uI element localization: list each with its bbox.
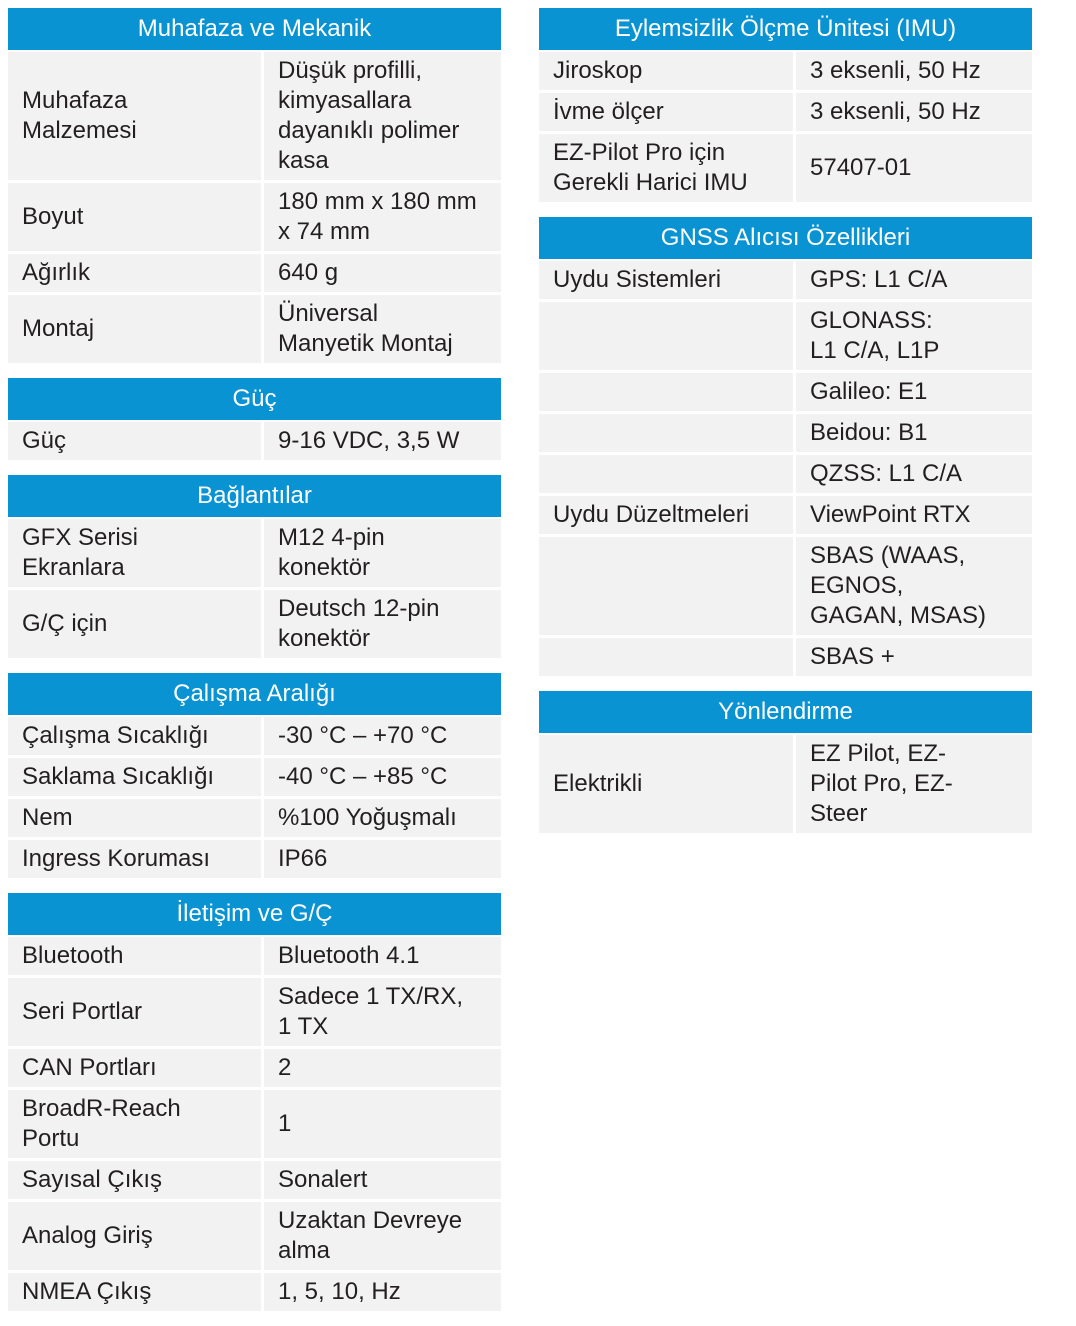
row-value: GPS: L1 C/A bbox=[796, 261, 1032, 299]
row-value: Düşük profilli, kimyasallara dayanıklı polimer kasa bbox=[264, 52, 501, 180]
table-row bbox=[8, 590, 501, 658]
row-value: SBAS (WAAS, EGNOS, GAGAN, MSAS) bbox=[796, 537, 1032, 635]
left-column bbox=[8, 8, 501, 1326]
row-value: 1, 5, 10, Hz bbox=[264, 1273, 501, 1311]
table-row bbox=[539, 261, 1032, 299]
row-value: IP66 bbox=[264, 840, 501, 878]
table-row bbox=[539, 638, 1032, 676]
section-title: Çalışma Aralığı bbox=[8, 673, 501, 715]
row-label: İvme ölçer bbox=[539, 93, 793, 131]
row-label: Uydu Sistemleri bbox=[539, 261, 793, 299]
section-title: GNSS Alıcısı Özellikleri bbox=[539, 217, 1032, 259]
row-label: Analog Giriş bbox=[8, 1202, 261, 1270]
section-communication-io bbox=[8, 893, 501, 1311]
row-value: Sonalert bbox=[264, 1161, 501, 1199]
table-row bbox=[8, 978, 501, 1046]
table-row bbox=[539, 302, 1032, 370]
row-label: EZ-Pilot Pro için Gerekli Harici IMU bbox=[539, 134, 793, 202]
section-title: Yönlendirme bbox=[539, 691, 1032, 733]
row-label bbox=[539, 638, 793, 676]
row-value: SBAS + bbox=[796, 638, 1032, 676]
row-value: QZSS: L1 C/A bbox=[796, 455, 1032, 493]
section-title: Güç bbox=[8, 378, 501, 420]
row-label: Nem bbox=[8, 799, 261, 837]
section-operating-range bbox=[8, 673, 501, 878]
table-row bbox=[8, 1161, 501, 1199]
table-row bbox=[8, 1049, 501, 1087]
row-value: 57407-01 bbox=[796, 134, 1032, 202]
table-row bbox=[8, 183, 501, 251]
row-label: G/Ç için bbox=[8, 590, 261, 658]
table-row bbox=[8, 937, 501, 975]
section-title: İletişim ve G/Ç bbox=[8, 893, 501, 935]
row-value: 3 eksenli, 50 Hz bbox=[796, 93, 1032, 131]
row-label: Boyut bbox=[8, 183, 261, 251]
row-label bbox=[539, 302, 793, 370]
row-value: Galileo: E1 bbox=[796, 373, 1032, 411]
table-row bbox=[8, 254, 501, 292]
section-title: Eylemsizlik Ölçme Ünitesi (IMU) bbox=[539, 8, 1032, 50]
row-value: EZ Pilot, EZ-Pilot Pro, EZ-Steer bbox=[796, 735, 1032, 833]
table-row bbox=[539, 537, 1032, 635]
table-row bbox=[539, 735, 1032, 833]
row-label: CAN Portları bbox=[8, 1049, 261, 1087]
table-row bbox=[539, 414, 1032, 452]
row-label: Sayısal Çıkış bbox=[8, 1161, 261, 1199]
table-row bbox=[8, 840, 501, 878]
table-row bbox=[539, 373, 1032, 411]
row-value: 3 eksenli, 50 Hz bbox=[796, 52, 1032, 90]
table-row bbox=[8, 295, 501, 363]
section-title: Muhafaza ve Mekanik bbox=[8, 8, 501, 50]
row-value: Üniversal Manyetik Montaj bbox=[264, 295, 501, 363]
table-row bbox=[539, 496, 1032, 534]
table-row bbox=[539, 52, 1032, 90]
row-value: 640 g bbox=[264, 254, 501, 292]
table-row bbox=[539, 134, 1032, 202]
section-gnss bbox=[539, 217, 1032, 676]
table-row bbox=[539, 93, 1032, 131]
row-value: Bluetooth 4.1 bbox=[264, 937, 501, 975]
table-row bbox=[8, 1202, 501, 1270]
table-row bbox=[8, 799, 501, 837]
row-value: 2 bbox=[264, 1049, 501, 1087]
row-value: 180 mm x 180 mm x 74 mm bbox=[264, 183, 501, 251]
row-label: NMEA Çıkış bbox=[8, 1273, 261, 1311]
row-label: BroadR-Reach Portu bbox=[8, 1090, 261, 1158]
row-value: 1 bbox=[264, 1090, 501, 1158]
section-power bbox=[8, 378, 501, 460]
row-value: M12 4-pin konektör bbox=[264, 519, 501, 587]
row-value: 9-16 VDC, 3,5 W bbox=[264, 422, 501, 460]
row-value: -30 °C – +70 °C bbox=[264, 717, 501, 755]
table-row bbox=[539, 455, 1032, 493]
row-label: Saklama Sıcaklığı bbox=[8, 758, 261, 796]
row-value: Uzaktan Devreye alma bbox=[264, 1202, 501, 1270]
row-label: GFX Serisi Ekranlara bbox=[8, 519, 261, 587]
row-label: Ingress Koruması bbox=[8, 840, 261, 878]
table-row bbox=[8, 758, 501, 796]
row-label: Montaj bbox=[8, 295, 261, 363]
row-label: Jiroskop bbox=[539, 52, 793, 90]
row-label bbox=[539, 414, 793, 452]
row-label: Ağırlık bbox=[8, 254, 261, 292]
section-steering bbox=[539, 691, 1032, 833]
table-row bbox=[8, 1090, 501, 1158]
table-row bbox=[8, 52, 501, 180]
row-value: Beidou: B1 bbox=[796, 414, 1032, 452]
right-column bbox=[539, 8, 1032, 848]
row-label: Uydu Düzeltmeleri bbox=[539, 496, 793, 534]
table-row bbox=[8, 717, 501, 755]
row-label: Seri Portlar bbox=[8, 978, 261, 1046]
row-label: Muhafaza Malzemesi bbox=[8, 52, 261, 180]
row-label: Güç bbox=[8, 422, 261, 460]
row-label bbox=[539, 455, 793, 493]
row-value: GLONASS: L1 C/A, L1P bbox=[796, 302, 1032, 370]
row-label: Çalışma Sıcaklığı bbox=[8, 717, 261, 755]
section-housing bbox=[8, 8, 501, 363]
row-value: -40 °C – +85 °C bbox=[264, 758, 501, 796]
row-label: Elektrikli bbox=[539, 735, 793, 833]
table-row bbox=[8, 1273, 501, 1311]
row-value: Deutsch 12-pin konektör bbox=[264, 590, 501, 658]
row-value: ViewPoint RTX bbox=[796, 496, 1032, 534]
row-label: Bluetooth bbox=[8, 937, 261, 975]
row-value: Sadece 1 TX/RX, 1 TX bbox=[264, 978, 501, 1046]
table-row bbox=[8, 422, 501, 460]
section-imu bbox=[539, 8, 1032, 202]
section-title: Bağlantılar bbox=[8, 475, 501, 517]
table-row bbox=[8, 519, 501, 587]
row-value: %100 Yoğuşmalı bbox=[264, 799, 501, 837]
section-connections bbox=[8, 475, 501, 658]
row-label bbox=[539, 373, 793, 411]
row-label bbox=[539, 537, 793, 635]
